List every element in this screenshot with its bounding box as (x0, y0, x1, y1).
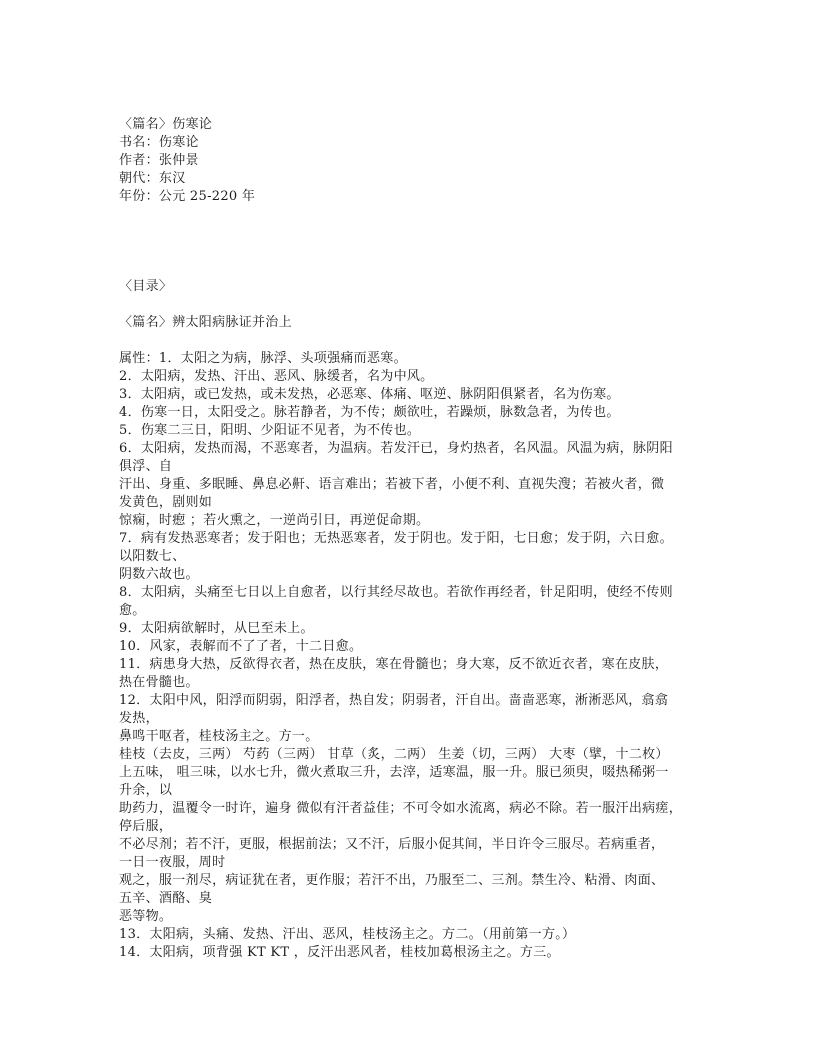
body-line: 上五味， 咀三味，以水七升，微火煮取三升，去滓，适寒温，服一升。服已须臾，啜热稀粥一 (119, 765, 669, 780)
book-name-line: 书名：伤寒论 (119, 135, 199, 150)
toc-label: 〈目录〉 (119, 279, 173, 294)
spacer (119, 296, 709, 314)
body-line: 发热， (119, 711, 159, 726)
body-line: 属性：1．太阳之为病，脉浮、头项强痛而恶寒。 (119, 351, 407, 366)
body-line: 一日一夜服，周时 (119, 855, 226, 870)
document-page (119, 116, 709, 962)
body-line: 6．太阳病，发热而渴，不恶寒者，为温病。若发汗已，身灼热者，名风温。风温为病，脉阴阳 (119, 441, 673, 456)
body-line: 14．太阳病，项背强 KT KT ，反汗出恶风者，桂枝加葛根汤主之。方三。 (119, 945, 560, 960)
spacer (119, 332, 709, 350)
spacer (119, 260, 709, 278)
body-line: 以阳数七、 (119, 549, 186, 564)
body-line: 升余，以 (119, 783, 173, 798)
year-line: 年份：公元 25-220 年 (119, 189, 256, 204)
body-line: 停后服， (119, 819, 173, 834)
body-line: 鼻鸣干呕者，桂枝汤主之。方一。 (119, 729, 319, 744)
body-line: 2．太阳病，发热、汗出、恶风、脉缓者，名为中风。 (119, 369, 434, 384)
body-line: 愈。 (119, 603, 146, 618)
body-line: 不必尽剂；若不汗，更服，根据前法；又不汗，后服小促其间，半日许令三服尽。若病重者， (119, 837, 665, 852)
body-line: 助药力，温覆令一时许，遍身 微似有汗者益佳；不可令如水流离，病必不除。若一服汗出病瘥， (119, 801, 683, 816)
body-line: 3．太阳病，或已发热，或未发热，必恶寒、体痛、呕逆、脉阴阳俱紧者，名为伤寒。 (119, 387, 620, 402)
body-line: 观之，服一剂尽，病证犹在者，更作服；若汗不出，乃服至二、三剂。禁生冷、粘滑、肉面、 (119, 873, 665, 888)
body-line: 俱浮、自 (119, 459, 173, 474)
title-line: 〈篇名〉伤寒论 (119, 117, 213, 132)
chapter-title: 〈篇名〉辨太阳病脉证并治上 (119, 315, 292, 330)
chapter-body (119, 350, 709, 962)
body-line: 10．风家，表解而不了了者，十二日愈。 (119, 639, 363, 654)
body-line: 五辛、酒酪、臭 (119, 891, 213, 906)
body-line: 热在骨髓也。 (119, 675, 199, 690)
body-line: 8．太阳病，头痛至七日以上自愈者，以行其经尽故也。若欲作再经者，针足阳明，使经不传则 (119, 585, 673, 600)
body-line: 5．伤寒二三日，阳明、少阳证不见者，为不传也。 (119, 423, 421, 438)
spacer (119, 206, 709, 260)
body-line: 桂枝（去皮，三两） 芍药（三两） 甘草（炙，二两） 生姜（切，三两） 大枣（擘，十二枚） (119, 747, 669, 762)
body-line: 阴数六故也。 (119, 567, 199, 582)
book-metadata (119, 116, 709, 206)
body-line: 13．太阳病，头痛、发热、汗出、恶风，桂枝汤主之。方二。（用前第一方。） (119, 927, 576, 942)
body-line: 9．太阳病欲解时，从巳至未上。 (119, 621, 314, 636)
body-line: 11．病患身大热，反欲得衣者，热在皮肤，寒在骨髓也；身大寒，反不欲近衣者，寒在皮肤， (119, 657, 669, 672)
body-line: 汗出、身重、多眠睡、鼻息必鼾、语言难出；若被下者，小便不利、直视失溲；若被火者，微 (119, 477, 665, 492)
body-line: 发黄色，剧则如 (119, 495, 213, 510)
dynasty-line: 朝代：东汉 (119, 171, 186, 186)
body-line: 惊痫，时瘛 ；若火熏之，一逆尚引日，再逆促命期。 (119, 513, 430, 528)
body-line: 恶等物。 (119, 909, 173, 924)
author-line: 作者：张仲景 (119, 153, 199, 168)
body-line: 12．太阳中风，阳浮而阴弱，阳浮者，热自发；阴弱者，汗自出。啬啬恶寒，淅淅恶风，翕翕 (119, 693, 669, 708)
body-line: 4．伤寒一日，太阳受之。脉若静者，为不传；颇欲吐，若躁烦，脉数急者，为传也。 (119, 405, 620, 420)
body-line: 7．病有发热恶寒者；发于阳也；无热恶寒者，发于阴也。发于阳，七日愈；发于阴，六日愈。 (119, 531, 673, 546)
